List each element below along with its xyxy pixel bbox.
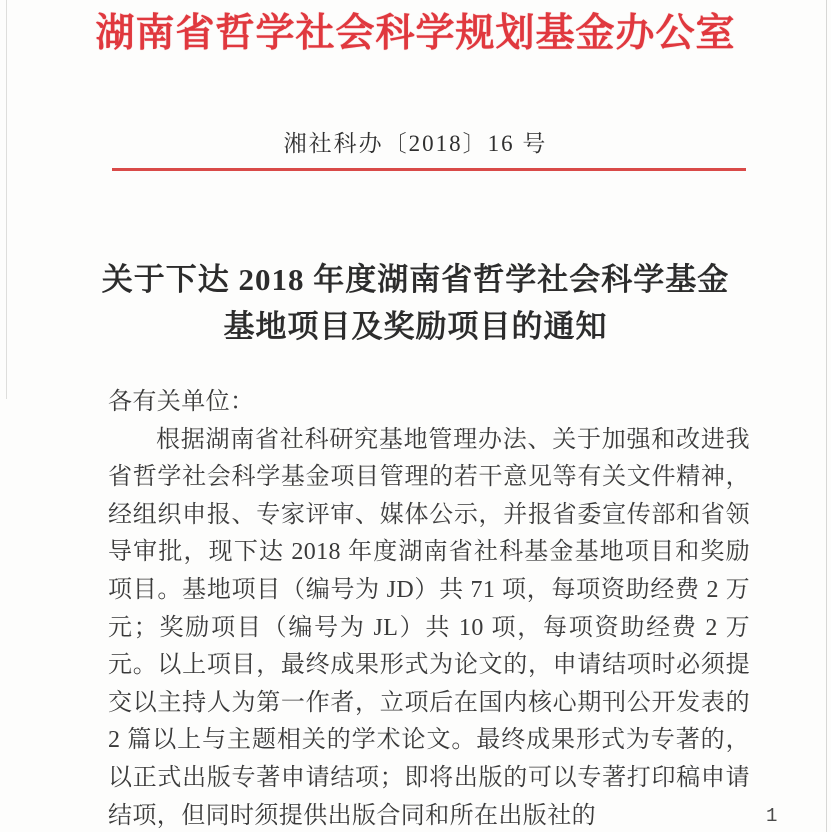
body-paragraph: 根据湖南省社科研究基地管理办法、关于加强和改进我省哲学社会科学基金项目管理的若干意见等有关文件精神，经组织申报、专家评审、媒体公示，并报省委宣传部和省领导审批，现下达 2018 年度湖南省社科基金基地项目和奖励项目。基地项目（编号为 JD）共 71 项，每项资助经费 2 万元；奖励项目（编号为 JL）共 10 项，每项资助经费 2 万元。以上项目，最终成果形式为论文的，申请结项时必须提交以主持人为第一作者，立项后在国内核心期刊公开发表的 2 篇以上与主题相关的学术论文。最终成果形式为专著的，以正式出版专著申请结项；即将出版的可以专著打印稿申请结项，但同时须提供出版合同和所在出版社的 — [108, 426, 750, 829]
title-line-1: 关于下达 2018 年度湖南省哲学社会科学基金 — [101, 262, 730, 297]
document-number: 湘社科办〔2018〕16 号 — [283, 131, 548, 156]
document-body — [108, 384, 750, 832]
red-separator-line — [112, 168, 746, 171]
page-number: 1 — [766, 805, 778, 827]
letterhead-title: 湖南省哲学社会科学规划基金办公室 — [95, 12, 736, 55]
salutation: 各有关单位： — [108, 389, 255, 415]
scan-edge-right — [826, 0, 827, 832]
title-line-2: 基地项目及奖励项目的通知 — [223, 309, 608, 344]
document-title — [0, 256, 831, 350]
